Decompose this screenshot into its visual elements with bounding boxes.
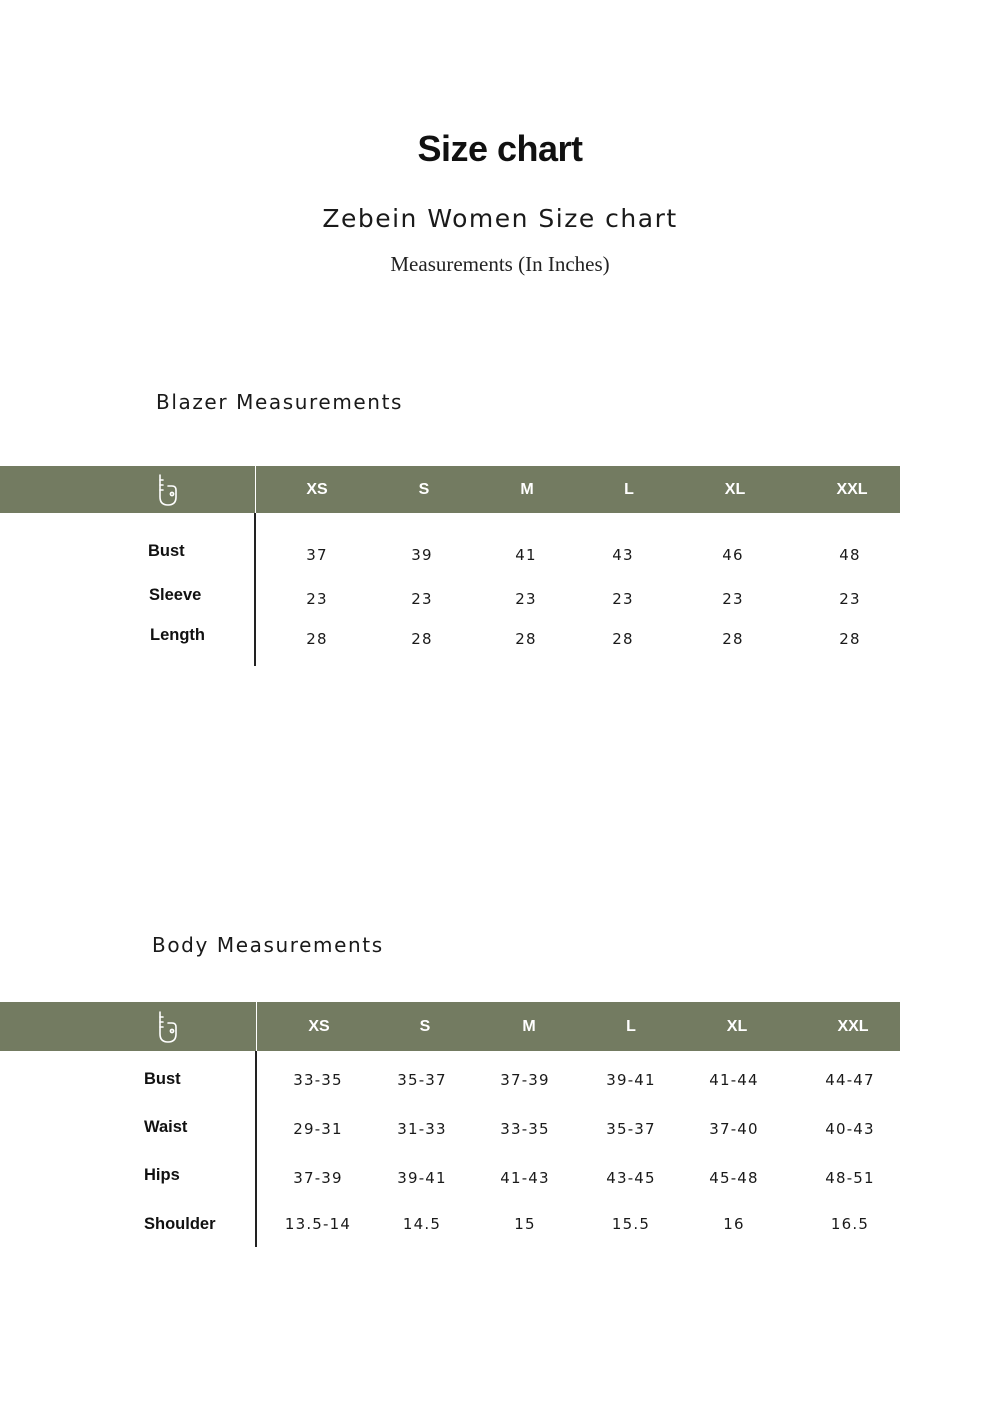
table-cell: 15.5 — [611, 1215, 651, 1233]
table-cell: 43-45 — [606, 1169, 656, 1187]
measuring-tape-icon — [140, 466, 195, 513]
size-header-xxl: XXL — [836, 481, 868, 498]
table-cell: 41-43 — [500, 1169, 550, 1187]
table-cell: 16 — [723, 1215, 745, 1233]
table-cell: 45-48 — [709, 1169, 759, 1187]
header-divider — [256, 1002, 257, 1051]
table-cell: 39-41 — [397, 1169, 447, 1187]
table-cell: 23 — [515, 590, 537, 608]
size-header-l: L — [626, 1018, 636, 1035]
table-cell: 39 — [411, 546, 433, 564]
size-header-s: S — [419, 1018, 431, 1035]
row-label-shoulder: Shoulder — [144, 1215, 216, 1233]
table-cell: 23 — [839, 590, 861, 608]
table-cell: 43 — [612, 546, 634, 564]
row-label-hips: Hips — [144, 1166, 180, 1184]
blazer-table — [0, 466, 900, 666]
table-cell: 41-44 — [709, 1071, 759, 1089]
row-label-bust: Bust — [148, 542, 185, 560]
table-cell: 28 — [515, 630, 537, 648]
table-cell: 41 — [515, 546, 537, 564]
body-table — [0, 1002, 900, 1247]
table-cell: 15 — [514, 1215, 536, 1233]
table-cell: 28 — [722, 630, 744, 648]
table-cell: 39-41 — [606, 1071, 656, 1089]
row-label-length: Length — [150, 626, 205, 644]
row-label-waist: Waist — [144, 1118, 188, 1136]
size-header-xs: XS — [306, 481, 328, 498]
header-divider — [255, 466, 256, 513]
table-cell: 28 — [839, 630, 861, 648]
row-label-sleeve: Sleeve — [149, 586, 202, 604]
size-header-m: M — [520, 481, 534, 498]
table-cell: 33-35 — [293, 1071, 343, 1089]
measurement-units: Measurements (In Inches) — [390, 252, 610, 276]
column-divider — [254, 513, 256, 666]
table-cell: 13.5-14 — [284, 1215, 352, 1233]
size-header-l: L — [624, 481, 634, 498]
table-cell: 35-37 — [606, 1120, 656, 1138]
table-cell: 28 — [411, 630, 433, 648]
column-divider — [255, 1051, 257, 1247]
measuring-tape-icon — [140, 1002, 195, 1051]
table-cell: 48 — [839, 546, 861, 564]
size-header-xl: XL — [724, 481, 746, 498]
size-header-m: M — [522, 1018, 536, 1035]
size-header-xs: XS — [308, 1018, 330, 1035]
table-cell: 16.5 — [830, 1215, 870, 1233]
table-cell: 23 — [306, 590, 328, 608]
page-subtitle: Zebein Women Size chart — [322, 204, 678, 233]
table-cell: 46 — [722, 546, 744, 564]
table-cell: 23 — [722, 590, 744, 608]
size-header-s: S — [418, 481, 430, 498]
table-cell: 40-43 — [825, 1120, 875, 1138]
table-cell: 33-35 — [500, 1120, 550, 1138]
row-label-bust: Bust — [144, 1070, 181, 1088]
table-cell: 28 — [306, 630, 328, 648]
table-cell: 28 — [612, 630, 634, 648]
table-cell: 48-51 — [825, 1169, 875, 1187]
table-cell: 23 — [411, 590, 433, 608]
table-cell: 44-47 — [825, 1071, 875, 1089]
table-cell: 35-37 — [397, 1071, 447, 1089]
size-header-xxl: XXL — [837, 1018, 869, 1035]
table-cell: 14.5 — [402, 1215, 442, 1233]
body-section-title: Body Measurements — [152, 933, 384, 957]
size-header-xl: XL — [726, 1018, 748, 1035]
table-cell: 23 — [612, 590, 634, 608]
blazer-section-title: Blazer Measurements — [156, 390, 404, 414]
table-cell: 37-39 — [500, 1071, 550, 1089]
table-cell: 29-31 — [293, 1120, 343, 1138]
page-title: Size chart — [417, 128, 583, 169]
table-cell: 37-39 — [293, 1169, 343, 1187]
table-cell: 37-40 — [709, 1120, 759, 1138]
table-cell: 37 — [306, 546, 328, 564]
table-cell: 31-33 — [397, 1120, 447, 1138]
